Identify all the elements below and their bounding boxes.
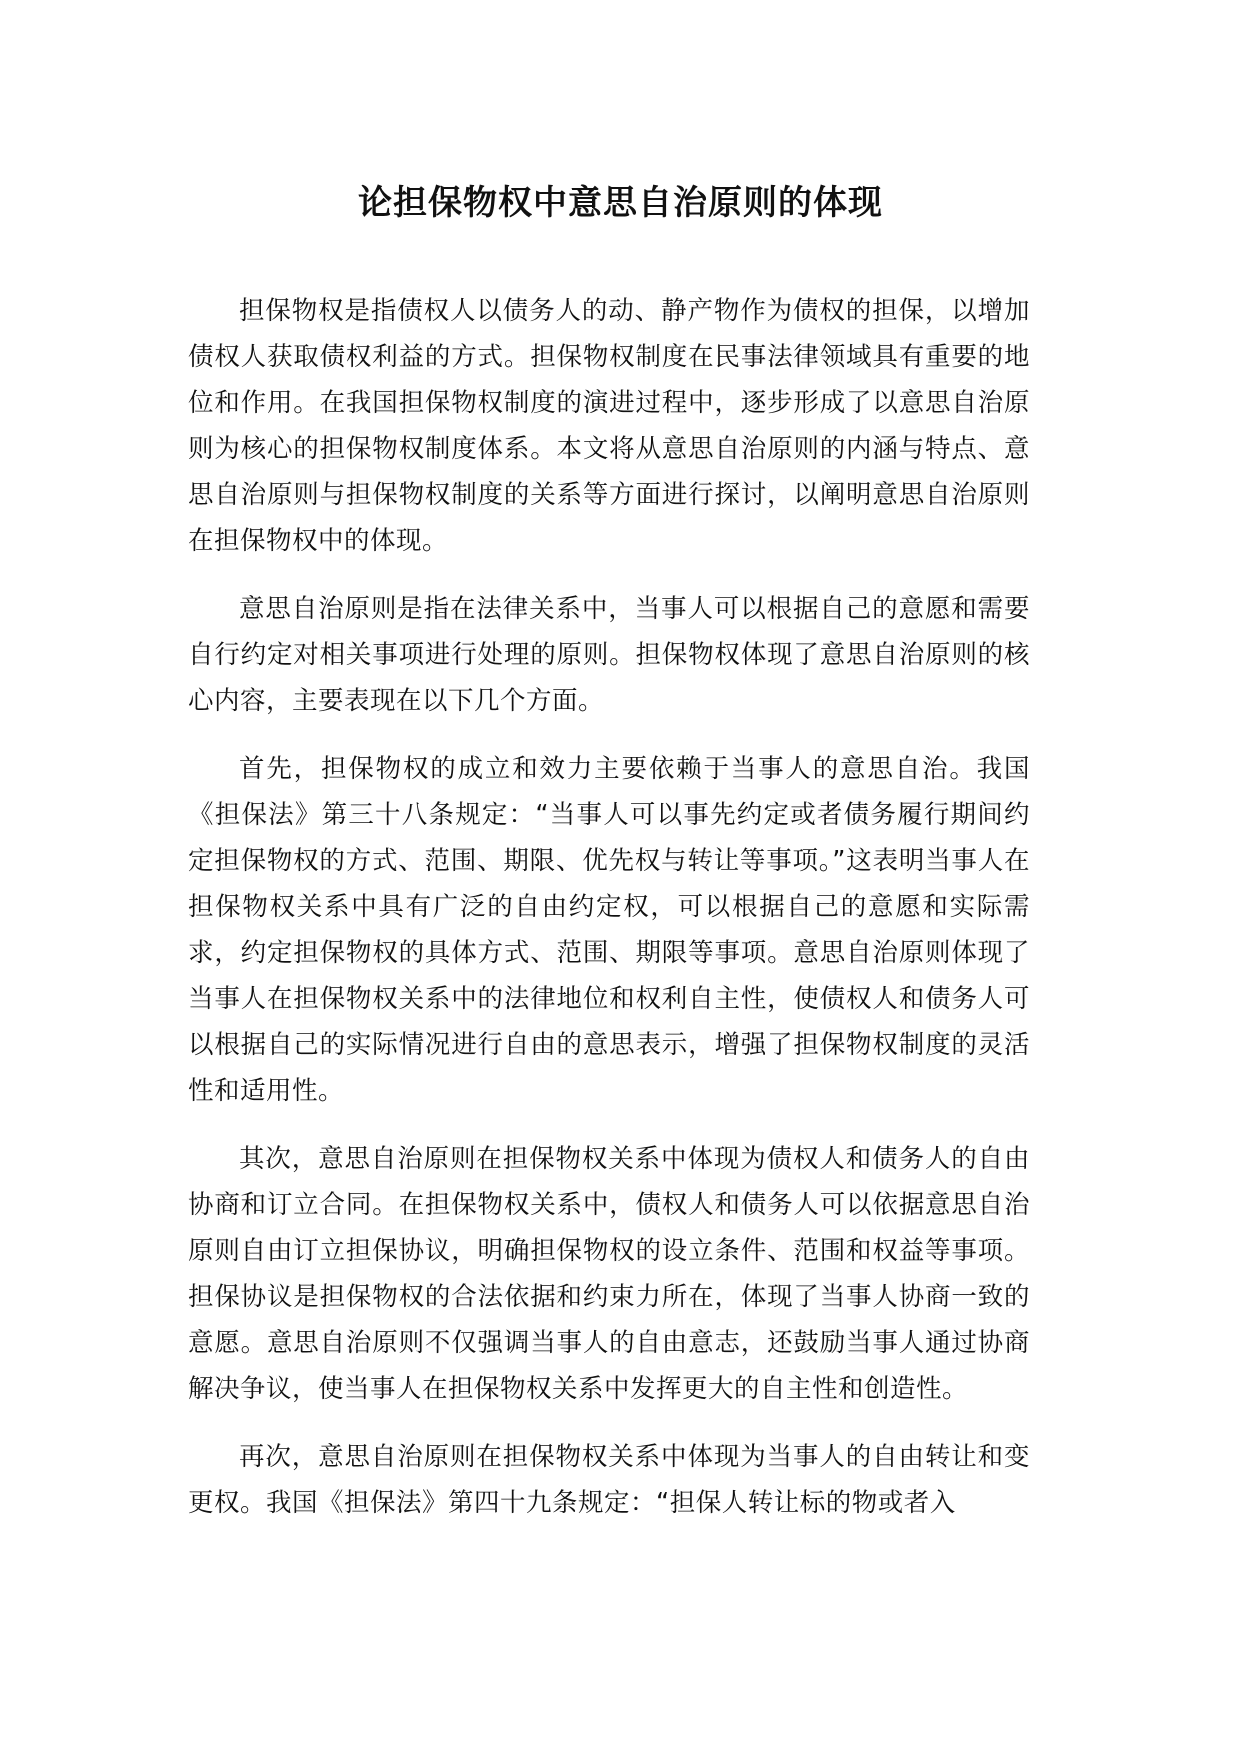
paragraph-second-point: 其次，意思自治原则在担保物权关系中体现为债权人和债务人的自由协商和订立合同。在担保物权关系中，债权人和债务人可以依据意思自治原则自由订立担保协议，明确担保物权的设立条件、范围和权益等事项。担保协议是担保物权的合法依据和约束力所在，体现了当事人协商一致的意愿。意思自治原则不仅强调当事人的自由意志，还鼓励当事人通过协商解决争议，使当事人在担保物权关系中发挥更大的自主性和创造性。	[188, 1144, 1030, 1404]
paragraph-third-point: 再次，意思自治原则在担保物权关系中体现为当事人的自由转让和变更权。我国《担保法》第四十九条规定：“担保人转让标的物或者入	[188, 1442, 1030, 1518]
paragraph-principle-definition: 意思自治原则是指在法律关系中，当事人可以根据自己的意愿和需要自行约定对相关事项进行处理的原则。担保物权体现了意思自治原则的核心内容，主要表现在以下几个方面。	[188, 594, 1030, 716]
paragraph-intro: 担保物权是指债权人以债务人的动、静产物作为债权的担保，以增加债权人获取债权利益的方式。担保物权制度在民事法律领域具有重要的地位和作用。在我国担保物权制度的演进过程中，逐步形成了以意思自治原则为核心的担保物权制度体系。本文将从意思自治原则的内涵与特点、意思自治原则与担保物权制度的关系等方面进行探讨，以阐明意思自治原则在担保物权中的体现。	[188, 296, 1030, 556]
document-body	[188, 288, 1030, 1548]
paragraph-first-point: 首先，担保物权的成立和效力主要依赖于当事人的意思自治。我国《担保法》第三十八条规定：“当事人可以事先约定或者债务履行期间约定担保物权的方式、范围、期限、优先权与转让等事项。”这表明当事人在担保物权关系中具有广泛的自由约定权，可以根据自己的意愿和实际需求，约定担保物权的具体方式、范围、期限等事项。意思自治原则体现了当事人在担保物权关系中的法律地位和权利自主性，使债权人和债务人可以根据自己的实际情况进行自由的意思表示，增强了担保物权制度的灵活性和适用性。	[188, 754, 1030, 1106]
document-title: 论担保物权中意思自治原则的体现	[358, 183, 883, 223]
